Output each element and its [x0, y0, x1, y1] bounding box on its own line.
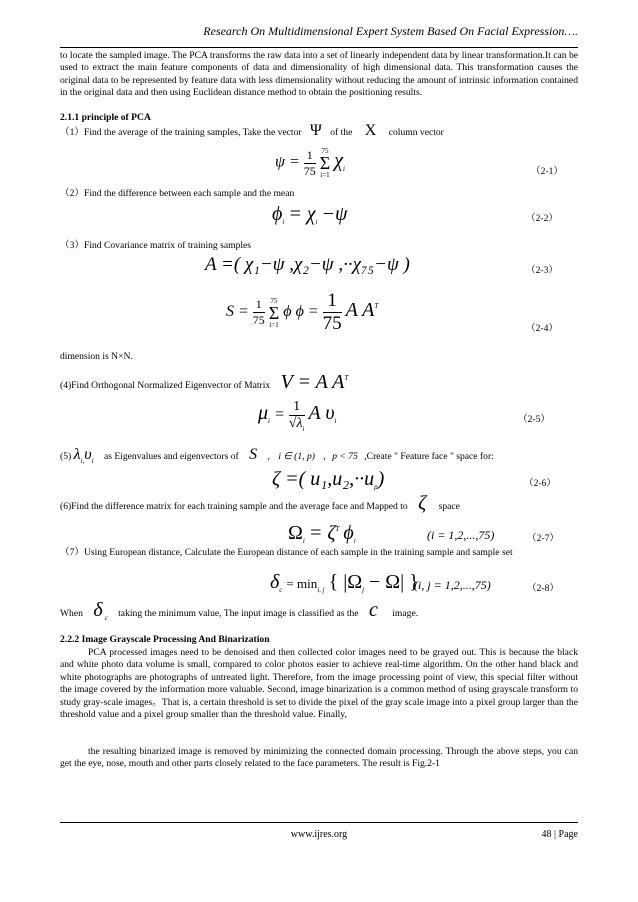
step-1-mid: of the [330, 127, 353, 138]
eq4-lhs: S = [226, 303, 249, 321]
when-a: When [60, 608, 83, 619]
equation-2-5 [258, 399, 337, 432]
eq8-min: = min [286, 576, 318, 591]
p-condition: p < 75 [332, 451, 358, 462]
eq2-rhs: = χ [288, 203, 316, 225]
eq1-den: 75 [303, 163, 316, 178]
when-b: taking the minimum value, The input image is classified as the [118, 608, 359, 619]
eq5-tail-sub: i [334, 417, 337, 426]
section-222-paragraph-2: the resulting binarized image is removed by minimizing the connected domain processing. Through the above steps, you can get the eye, nose, mouth and other parts closely related to the face parameters. The result is Fig.2-1 [60, 746, 578, 770]
equation-2-7 [288, 522, 356, 545]
eq7-range: (i = 1,2,...,75) [427, 528, 495, 542]
eq-label-2-5: （2-5） [518, 414, 550, 425]
eq2-lhs: ϕ [272, 203, 283, 225]
eq7-tail: ϕ [343, 522, 354, 544]
eq6-close: ) [377, 468, 385, 490]
step-5-d: ,Create " Feature face " space for: [364, 451, 494, 462]
eq4-num2: 1 [323, 290, 342, 313]
equation-2-4 [226, 290, 378, 335]
eq8-body-end: − Ω| } [364, 571, 419, 593]
eq1-sum-top: 75 [321, 147, 329, 155]
eq4-sum-top: 75 [270, 296, 278, 305]
eq4-fraction-2 [323, 290, 342, 335]
step-1-end: column vector [388, 127, 444, 138]
eq8-body-sub: j [362, 586, 365, 594]
section-222-paragraph-1: PCA processed images need to be denoised and then collected color images need to be grayed out. This is because the black and white photo data volume is small, compared to color photos easier to achieve real-time algorithm. On the other hand black and white photographs are photographs of untreated light. Therefore, from the image processing point of view, this special filter without the image covered by the information more valuable. Second, image binarization is a common method of using grayscale transform to study gray-scale images。That is, a certain threshold is set to divide the pixel of the gray scale image into a pixel group larger than the threshold value and a pixel group smaller than the threshold value. Finally, [60, 647, 578, 721]
step-5-b: as Eigenvalues and eigenvectors of [103, 451, 239, 462]
eq6-text: ζ =( u₁,u₂,··u [272, 468, 375, 490]
eq7-eq: = ζ [308, 522, 336, 544]
eq5-fraction [289, 399, 305, 432]
equation-2-6 [272, 468, 384, 491]
eq7-tail-sub: i [353, 537, 356, 545]
eq5-tail: A υ [308, 402, 335, 425]
eq5-lhs: μ [258, 402, 269, 425]
section-heading-222: 2.2.2 Image Grayscale Processing And Binarization [60, 634, 270, 645]
eq-label-2-8: （2-8） [527, 583, 559, 594]
equation-2-3: A =( χ₁−ψ ,χ₂−ψ ,··χ₇₅−ψ ) [205, 254, 410, 275]
eq4-tail: A A [345, 299, 375, 322]
step-1-text: （1）Find the average of the training samples, Take the vector [60, 127, 302, 138]
delta-symbol: δ [93, 599, 103, 621]
eq4-term: ϕ ϕ [283, 303, 304, 321]
eq4-sum-bot: i=1 [269, 320, 279, 329]
intro-paragraph: to locate the sampled image. The PCA transforms the raw data into a set of linearly independent data by linear transformation.It can be used to extract the main feature components of data and dimensionality of high dimensional data. This transformation causes the original data to be represented by feature data with less dimensionality without reducing the amount of intrinsic information contained in the original data and then using Euclidean distance method to obtain the positioning results. [60, 50, 578, 99]
eq1-term: χ [334, 149, 344, 172]
psi-upper-symbol: Ψ [310, 122, 322, 139]
dimension-text: dimension is N×N. [60, 351, 133, 362]
eq2-tail: −ψ [321, 203, 348, 225]
upsilon-symbol: υ [84, 446, 92, 463]
eq4-sup: T [374, 302, 379, 311]
eq5-num: 1 [289, 399, 305, 416]
step-6-end: space [438, 501, 460, 512]
eq1-sum-bot: i=1 [320, 171, 330, 179]
eq1-lhs: ψ = [275, 153, 300, 171]
eq5-lhs-sub: i [268, 417, 270, 426]
eq2-lhs-sub: i [282, 218, 285, 226]
step-4-text: (4)Find Orthogonal Normalized Eigenvector of Matrix [60, 380, 271, 391]
eq-label-2-1: （2-1） [531, 166, 563, 177]
eq8-lhs-sub: c [279, 586, 283, 594]
c-symbol: c [368, 599, 378, 621]
step-3-text: （3）Find Covariance matrix of training samples [60, 240, 252, 251]
eq6-sub: p [374, 483, 378, 491]
eq4-sum [269, 297, 279, 329]
step-1-line [60, 122, 444, 139]
eq-label-2-4: （2-4） [526, 323, 558, 334]
footer-page-number: 48 | Page [541, 829, 578, 840]
when-c: image. [392, 608, 419, 619]
step-5-line: (5) $\lambda_{i,}\upsilon_i$ as Eigenvalues and eigenvectors of S , i ∈ (1, p) , p < 75 ,Create " Feature face " space for: [60, 446, 494, 465]
eq1-num: 1 [304, 148, 316, 164]
i-range: i ∈ (1, p) [278, 451, 315, 462]
eq7-lhs: Ω [288, 522, 303, 544]
lambda-symbol: λ [73, 446, 81, 463]
step-2-text: （2）Find the difference between each sample and the mean [60, 188, 295, 199]
when-line: When δ $_c$ taking the minimum value, The input image is classified as the c image. [60, 599, 419, 622]
eq1-fraction [304, 148, 316, 179]
step-5-c2: , [323, 451, 326, 462]
step-7-text: （7）Using European distance, Calculate the European distance of each sample in the training sample and sample set [60, 547, 513, 558]
eq7-sup: T [335, 525, 340, 533]
footer-url: www.ijres.org [290, 829, 348, 840]
equation-2-1 [275, 147, 345, 179]
eq7-lhs-sub: i [302, 537, 305, 545]
s-symbol: S [249, 446, 258, 463]
eq1-sub: i [343, 164, 345, 173]
eq-label-2-3: （2-3） [526, 265, 558, 276]
eq8-lhs: δ [270, 571, 280, 593]
equation-2-8 [270, 571, 419, 594]
running-header: Research On Multidimensional Expert System Based On Facial Expression…. [203, 24, 578, 38]
eq4-den: 75 [252, 313, 265, 327]
eq-v-aat: V = A A [280, 371, 345, 393]
eq-label-2-6: （2-6） [524, 478, 556, 489]
eq-label-2-7: （2-7） [527, 533, 559, 544]
sigma-icon: Σ [319, 153, 331, 173]
eq-v-aat-sup: T [344, 374, 349, 382]
step-5-a: (5) [60, 451, 72, 462]
eq5-den: $√\lambda_i$ [288, 416, 305, 433]
eq8-body: { |Ω [328, 571, 363, 593]
eq4-den2: 75 [322, 313, 342, 334]
eq8-min-sub: i, j [317, 586, 325, 594]
eq1-sum [320, 147, 330, 179]
section-heading-211: 2.1.1 principle of PCA [60, 112, 151, 123]
x-symbol: X [364, 122, 377, 139]
eq2-rhs-sub: i [315, 218, 318, 226]
eq8-range: (i, j = 1,2,...,75) [414, 578, 491, 592]
equation-2-2 [272, 203, 347, 226]
footer-rule [60, 822, 578, 823]
header-rule [60, 47, 578, 48]
eq-label-2-2: （2-2） [526, 213, 558, 224]
step-6-text: (6)Find the difference matrix for each training sample and the average face and Mapped to [60, 501, 408, 512]
step-5-c: , [267, 451, 270, 462]
eq4-mid: = [307, 303, 319, 321]
step-6-line [60, 492, 460, 514]
sigma-icon: Σ [268, 302, 280, 323]
step-4-line [60, 371, 349, 393]
eq4-fraction-1 [253, 297, 265, 328]
zeta-symbol: ζ [418, 492, 427, 514]
eq5-eq: = [274, 406, 285, 424]
eq4-num: 1 [253, 297, 265, 313]
